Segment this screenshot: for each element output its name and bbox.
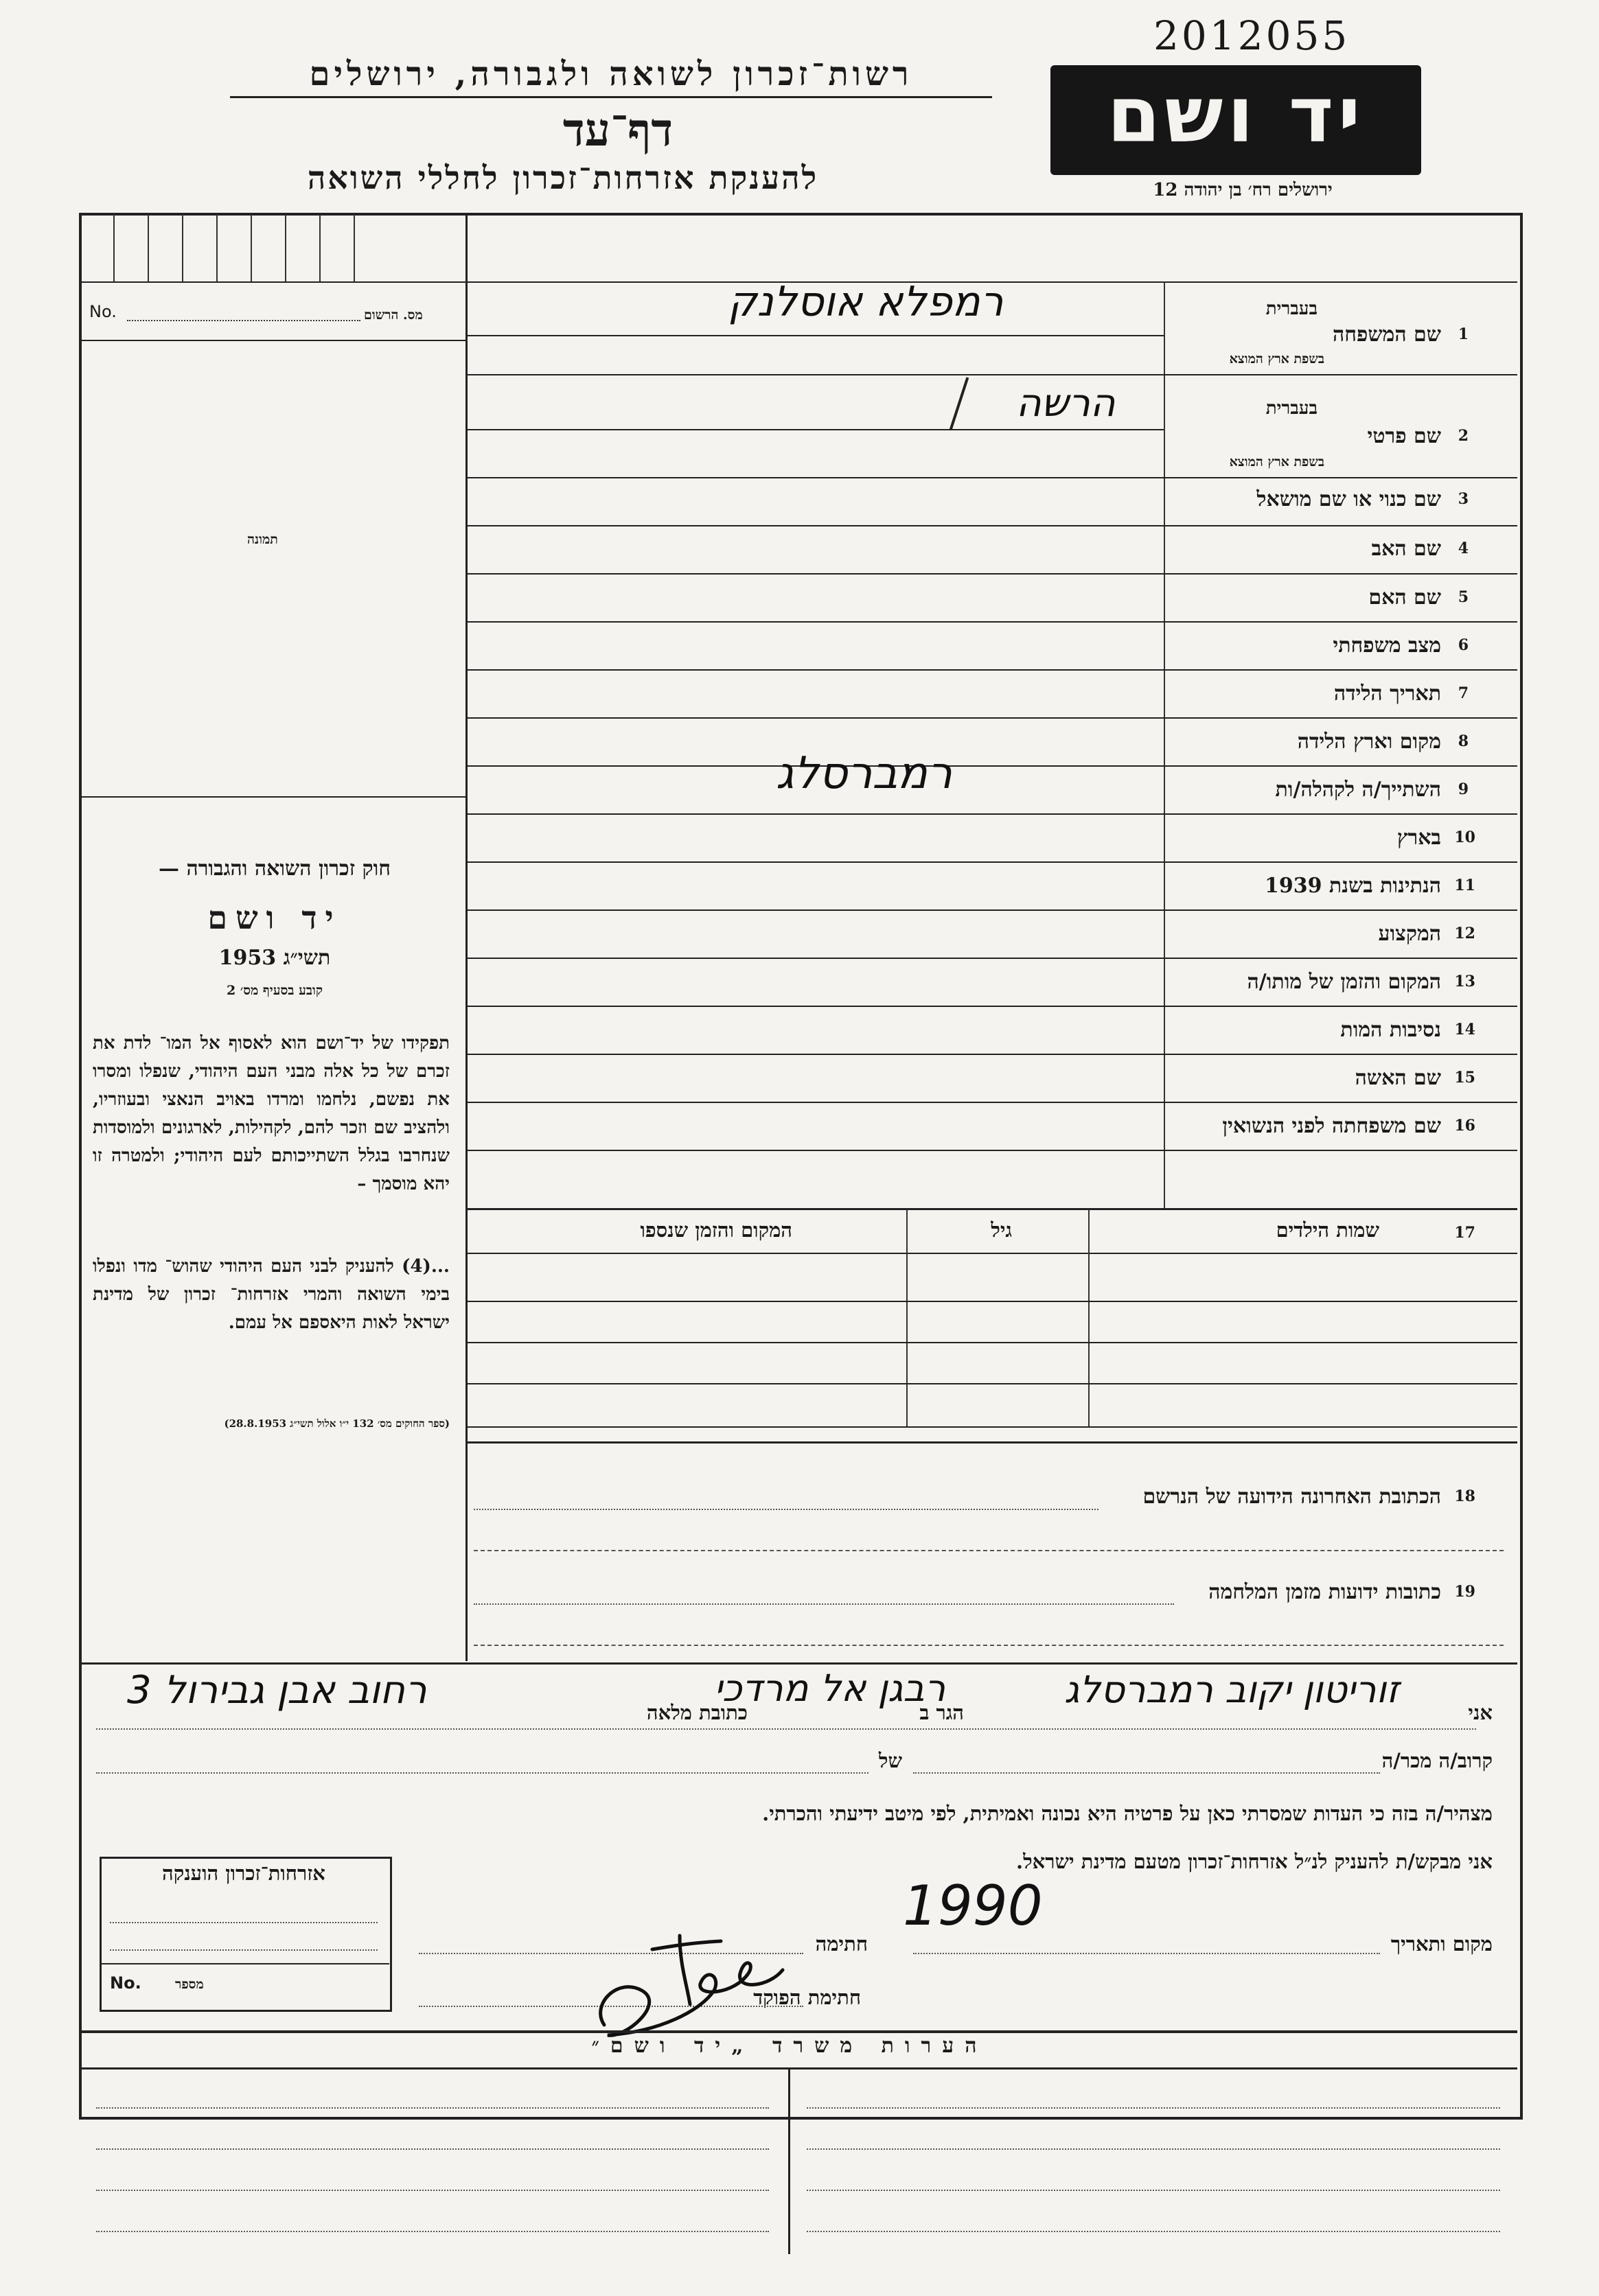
value-line	[467, 335, 1164, 336]
value-line	[467, 861, 1164, 863]
law-title: חוק זכרון השואה והגבורה —	[159, 857, 391, 881]
address-19-label: כתובות ידועות מזמן המלחמה	[1208, 1580, 1441, 1604]
field-2-label: שם פרטי	[1367, 424, 1441, 448]
field-9-number: 9	[1458, 780, 1469, 798]
row-sep	[1164, 374, 1517, 375]
value-line	[467, 429, 1164, 430]
label-column-divider	[1164, 281, 1165, 1208]
declaration-i-label: אני	[1468, 1701, 1493, 1724]
field-10-label: בארץ	[1396, 826, 1441, 850]
value-line	[467, 669, 1164, 671]
row-sep	[1164, 1006, 1517, 1007]
declaration-relative-label: קרוב/ה מכר/ה	[1381, 1749, 1493, 1772]
field-11-number: 11	[1454, 877, 1475, 894]
law-body: תפקידו של יד־ושם הוא לאסוף אל המו־ לדת את זכרם של כל אלה מבני העם היהודי, שנפלו ומסרו את נפשם, נלחמו ומרדו באויב הנאצי ובעוזריו, ולהציב שם וזכר להם, לקהילות, לארגונים ולמוסדות שנחרבו בגלל השתייכותם לעם היהודי; ולמטרה זו יהא מוסמך –	[93, 1033, 450, 1194]
declaration-i-value: זוריטון יקוב רמברסלג	[1064, 1668, 1399, 1711]
row-sep	[1164, 573, 1517, 575]
value-line	[467, 717, 1164, 719]
field-5-number: 5	[1458, 588, 1469, 606]
field-14-number: 14	[1454, 1021, 1475, 1039]
field-16-number: 16	[1454, 1117, 1475, 1135]
document-number: 2012055	[1153, 12, 1350, 59]
declaration-of-line	[96, 1772, 868, 1774]
law-name: יד ושם	[207, 899, 342, 936]
declaration-statement-2: אני מבקש/ת להעניק לנ״ל אזרחות־זכרון מטעם מדינת ישראל.	[1016, 1850, 1493, 1873]
field-15-number: 15	[1454, 1069, 1475, 1087]
field-8-label: מקום וארץ הלידה	[1297, 730, 1441, 754]
address-19-number: 19	[1454, 1583, 1475, 1601]
value-line	[467, 1150, 1164, 1151]
row-sep	[1164, 669, 1517, 671]
field-2-hebrew-sub: בעברית	[1265, 398, 1318, 419]
row-sep	[1164, 477, 1517, 478]
row-sep	[1164, 1102, 1517, 1103]
children-header-line	[467, 1253, 1517, 1254]
field-2-origin-sub: בשפת ארץ המוצא	[1229, 454, 1324, 469]
notes-title: הערות משרד „יד ושם״	[591, 2034, 988, 2058]
value-line	[467, 374, 1164, 375]
value-line	[467, 1006, 1164, 1007]
field-12-number: 12	[1454, 925, 1475, 942]
field-7-number: 7	[1458, 684, 1469, 702]
declaration-of-label: של	[878, 1749, 902, 1772]
notes-line	[807, 2107, 1500, 2109]
law-clause: קובע בסעיף מס׳ 2	[226, 983, 323, 998]
declaration-statement-1: מצהיר/ה בזה כי העדות שמסרתי כאן על פרטיה היא נכונה ואמיתית, לפי מיטב ידיעתי והכרתי.	[762, 1802, 1493, 1825]
value-line	[467, 477, 1164, 478]
law-year: תשי״ג 1953	[218, 946, 331, 970]
declaration-signature-label: חתימה	[815, 1932, 868, 1956]
declaration-signature-year: 1990	[903, 1874, 1043, 1938]
children-col-place: המקום והזמן שנספו	[640, 1218, 792, 1242]
declaration-top-line	[81, 1662, 1517, 1665]
left-column-divider	[465, 214, 468, 1661]
children-row-line	[467, 1383, 1517, 1384]
granted-box-number-label: מספר	[175, 1977, 204, 1992]
notes-line	[96, 2190, 769, 2191]
declaration-officer-label: חתימת הפוקד	[753, 1986, 861, 2009]
value-line	[467, 573, 1164, 575]
notes-line	[96, 2231, 769, 2232]
strip-box-divider	[113, 214, 115, 281]
field-3-number: 3	[1458, 490, 1469, 508]
row-sep	[1164, 958, 1517, 959]
value-line	[467, 1054, 1164, 1055]
field-4-number: 4	[1458, 540, 1469, 557]
strip-box-divider	[182, 214, 183, 281]
row-sep	[1164, 765, 1517, 767]
addresses-top-line	[467, 1441, 1517, 1443]
notes-line	[807, 2190, 1500, 2191]
value-line	[467, 813, 1164, 815]
declaration-address-label: כתובת מלאה	[646, 1701, 748, 1724]
law-clause-4: ...(4) להעניק לבני העם היהודי שהוש־ מדו ונפלו בימי השואה והמרי אזרחות־ זכרון של מדינת ישראל לאות היאספם אל עמם.	[93, 1256, 450, 1333]
row-sep	[1164, 909, 1517, 911]
field-1-value: רמפלא אוסלנק	[728, 278, 1004, 326]
field-2-number: 2	[1458, 427, 1469, 445]
strip-box-divider	[148, 214, 149, 281]
strip-box-divider	[285, 214, 286, 281]
field-7-label: תאריך הלידה	[1333, 682, 1441, 706]
granted-box-number-row	[101, 1963, 389, 2009]
reg-label: מס. הרשום	[364, 308, 423, 323]
row-sep	[1164, 861, 1517, 863]
field-13-label: המקום והזמן של מותו/ה	[1247, 970, 1441, 994]
notes-line	[807, 2148, 1500, 2150]
row-sep	[1164, 621, 1517, 623]
law-citation: (ספר החוקים מס׳ 132 י״ו אלול תשי״ג 28.8.1953)	[224, 1417, 450, 1430]
field-10-number: 10	[1454, 828, 1475, 846]
authority-name: רשות־זכרון לשואה ולגבורה, ירושלים	[309, 55, 913, 93]
granted-box-line-2	[110, 1949, 378, 1951]
address-18-label: הכתובת האחרונה הידועה של הנרשם	[1142, 1485, 1441, 1509]
value-line	[467, 909, 1164, 911]
declaration-place-date-label: מקום ותאריך	[1390, 1932, 1493, 1956]
authority-underline	[230, 96, 992, 98]
address-19-dotted-line	[474, 1603, 1174, 1605]
value-line	[467, 621, 1164, 623]
yad-vashem-logo	[1050, 65, 1421, 175]
declaration-line-1	[96, 1728, 1476, 1730]
declaration-address-value: רחוב אבן גבירול 3	[127, 1668, 427, 1713]
strip-box-divider	[251, 214, 252, 281]
granted-box-line-1	[110, 1922, 378, 1923]
field-13-number: 13	[1454, 973, 1475, 990]
field-14-label: נסיבות המות	[1340, 1018, 1441, 1042]
children-row-line	[467, 1301, 1517, 1302]
notes-line	[807, 2231, 1500, 2232]
value-line	[467, 1102, 1164, 1103]
photo-bottom-line	[81, 796, 465, 798]
address-18-dotted-line	[474, 1509, 1098, 1510]
address-19-line-2	[474, 1645, 1504, 1646]
field-6-number: 6	[1458, 636, 1469, 654]
row-sep	[1164, 1054, 1517, 1055]
reg-no-label: No.	[89, 302, 117, 321]
notes-top-line	[81, 2030, 1517, 2033]
field-4-label: שם האב	[1371, 537, 1441, 561]
field-8-number: 8	[1458, 732, 1469, 750]
field-12-label: המקצוע	[1378, 922, 1441, 946]
field-3-label: שם כנוי או שם מושאל	[1256, 487, 1441, 511]
granted-box-title: אזרחות־זכרון הוענקה	[162, 1862, 325, 1885]
children-number: 17	[1454, 1224, 1475, 1242]
notes-line	[96, 2107, 769, 2109]
strip-box-divider	[354, 214, 355, 281]
declaration-resides-label: הגר ב	[919, 1701, 964, 1724]
strip-box-divider	[319, 214, 321, 281]
field-5-label: שם האם	[1368, 585, 1441, 610]
children-col-divider	[906, 1209, 908, 1428]
children-row-line	[467, 1342, 1517, 1343]
row-sep	[1164, 525, 1517, 526]
children-col-names: שמות הילדים	[1276, 1218, 1379, 1242]
field-1-origin-sub: בשפת ארץ המוצא	[1229, 351, 1324, 367]
declaration-resides-value: רבגן אל מרדכי	[714, 1667, 946, 1710]
row-sep	[1164, 717, 1517, 719]
field-2-value: הרשה	[1016, 381, 1116, 426]
logo-text: יד ושם	[1107, 71, 1365, 160]
field-16-label: שם משפחתה לפני הנשואין	[1222, 1114, 1441, 1138]
children-col-age: גיל	[991, 1218, 1012, 1242]
fields-bottom-line	[467, 1208, 1517, 1210]
children-col-divider	[1088, 1209, 1090, 1428]
notes-line	[96, 2148, 769, 2150]
field-1-number: 1	[1458, 325, 1469, 343]
row-sep	[1164, 1150, 1517, 1151]
field-1-hebrew-sub: בעברית	[1265, 299, 1318, 319]
form-title: דף־עד	[562, 103, 674, 156]
logo-address: ירושלים רח׳ בן יהודה 12	[1153, 180, 1333, 200]
declaration-place-date-line	[913, 1953, 1380, 1954]
strip-box-divider	[216, 214, 218, 281]
field-1-label: שם המשפחה	[1332, 323, 1441, 347]
field-15-label: שם האשה	[1355, 1066, 1441, 1090]
field-6-label: מצב משפחתי	[1333, 634, 1441, 658]
reg-no-dots	[127, 320, 360, 321]
field-8-value: רמברסלג	[776, 748, 952, 799]
value-line	[467, 958, 1164, 959]
address-18-number: 18	[1454, 1487, 1475, 1505]
notes-header-line	[81, 2067, 1517, 2069]
declaration-relative-line	[913, 1772, 1380, 1774]
notes-center-divider	[788, 2067, 790, 2254]
address-18-line-2	[474, 1550, 1504, 1551]
value-line	[467, 525, 1164, 526]
children-row-line	[467, 1426, 1517, 1428]
reg-row-line	[81, 340, 465, 341]
field-9-label: השתייך/ה לקהלה/ות	[1275, 778, 1441, 802]
row-sep	[1164, 813, 1517, 815]
field-11-label: הנתינות בשנת 1939	[1264, 874, 1441, 898]
granted-box-no-label: No.	[110, 1973, 141, 1993]
photo-label: תמונה	[247, 532, 278, 547]
form-subtitle: להענקת אזרחות־זכרון לחללי השואה	[307, 159, 819, 196]
